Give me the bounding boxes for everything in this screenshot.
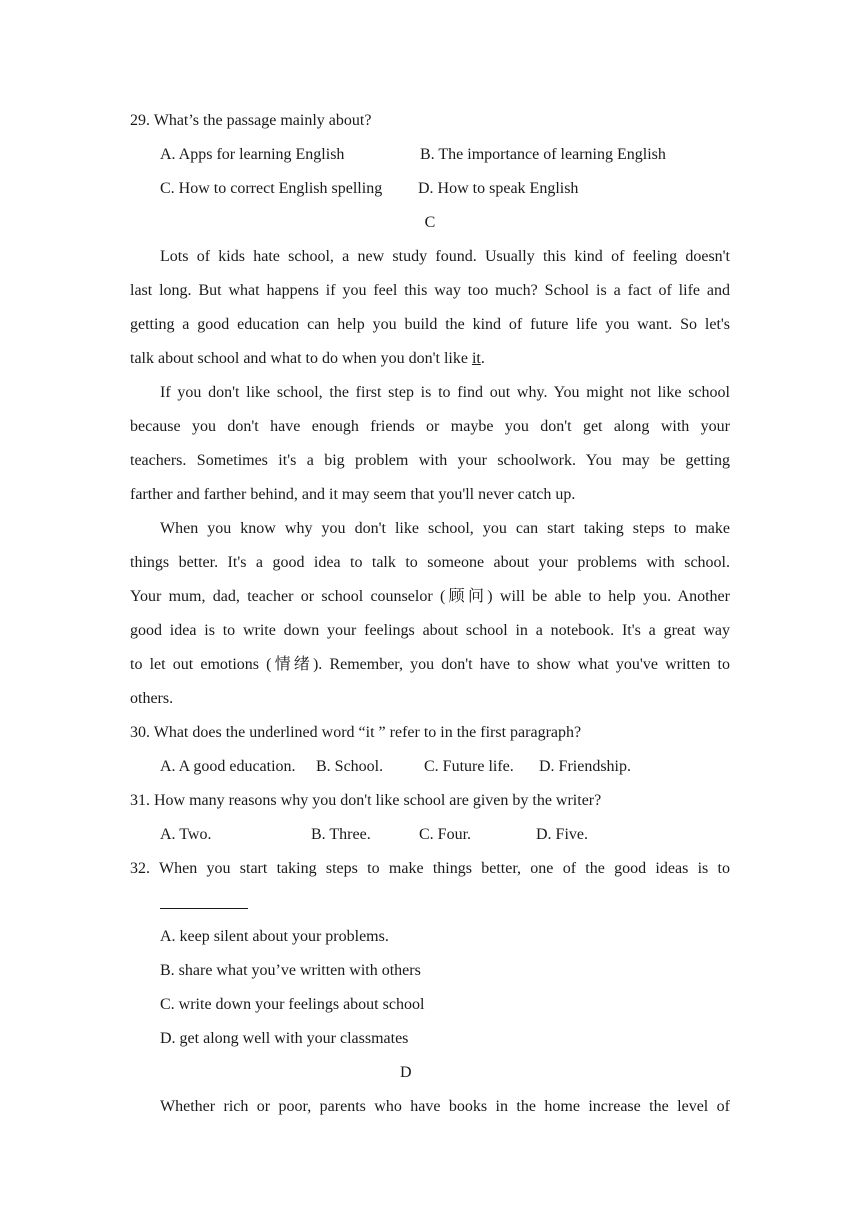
- paragraph-text: .: [480, 350, 485, 367]
- question-29-option-c: C. How to correct English spelling: [160, 180, 383, 197]
- question-30-option-c: C. Future life.: [424, 758, 514, 775]
- question-31-option-b: B. Three.: [311, 826, 371, 843]
- paragraph-line: If you don't like school, the first step is to find out why. You might not like school: [160, 384, 730, 401]
- question-30-options: [130, 750, 730, 784]
- question-29-option-d: D. How to speak English: [418, 180, 579, 197]
- question-30-option-d: D. Friendship.: [539, 758, 631, 775]
- section-c-paragraph-3: [130, 512, 730, 716]
- question-29: 29. What’s the passage mainly about?: [130, 112, 372, 129]
- question-31-option-a: A. Two.: [160, 826, 212, 843]
- paragraph-line: things better. It's a good idea to talk to someone about your problems with school.: [130, 554, 730, 571]
- section-d-heading: D: [400, 1064, 412, 1081]
- paragraph-line: Lots of kids hate school, a new study found. Usually this kind of feeling doesn't: [160, 248, 730, 265]
- paragraph-line: [130, 342, 730, 376]
- paragraph-line: because you don't have enough friends or maybe you don't get along with your: [130, 418, 730, 435]
- section-d-paragraph-line: Whether rich or poor, parents who have books in the home increase the level of: [160, 1098, 730, 1115]
- question-31-option-d: D. Five.: [536, 826, 588, 843]
- paragraph-line: good idea is to write down your feelings about school in a notebook. It's a great way: [130, 622, 730, 639]
- exam-page: [130, 104, 730, 1124]
- question-31: 31. How many reasons why you don't like school are given by the writer?: [130, 792, 602, 809]
- question-32-option-b: B. share what you’ve written with others: [160, 962, 421, 979]
- question-31-options: [130, 818, 730, 852]
- paragraph-line: teachers. Sometimes it's a big problem with your schoolwork. You may be getting: [130, 452, 730, 469]
- paragraph-text: talk about school and what to do when you don't like: [130, 350, 472, 367]
- question-32-option-d: D. get along well with your classmates: [160, 1030, 409, 1047]
- question-30-option-b: B. School.: [316, 758, 384, 775]
- question-32-option-c: C. write down your feelings about school: [160, 996, 425, 1013]
- paragraph-line: When you know why you don't like school, you can start taking steps to make: [160, 520, 730, 537]
- question-29-options-row-1: [130, 138, 730, 172]
- question-30-option-a: A. A good education.: [160, 758, 296, 775]
- paragraph-line: others.: [130, 690, 174, 707]
- question-29-options-row-2: [130, 172, 730, 206]
- section-c-paragraph-1: [130, 240, 730, 376]
- answer-blank: [160, 908, 248, 909]
- section-c-heading: C: [424, 214, 436, 231]
- question-29-option-b: B. The importance of learning English: [420, 146, 666, 163]
- question-29-option-a: A. Apps for learning English: [160, 146, 345, 163]
- section-c-paragraph-2: [130, 376, 730, 512]
- paragraph-line: Your mum, dad, teacher or school counselor (顾问) will be able to help you. Another: [130, 588, 730, 605]
- question-32-option-a: A. keep silent about your problems.: [160, 928, 389, 945]
- paragraph-line: to let out emotions (情绪). Remember, you don't have to show what you've written to: [130, 656, 730, 673]
- paragraph-line: last long. But what happens if you feel this way too much? School is a fact of life and: [130, 282, 730, 299]
- question-31-option-c: C. Four.: [419, 826, 472, 843]
- answer-blank-line: [130, 886, 730, 920]
- question-32: 32. When you start taking steps to make things better, one of the good ideas is to: [130, 860, 730, 877]
- paragraph-line: farther and farther behind, and it may seem that you'll never catch up.: [130, 486, 576, 503]
- paragraph-line: getting a good education can help you build the kind of future life you want. So let's: [130, 316, 730, 333]
- question-30: 30. What does the underlined word “it ” refer to in the first paragraph?: [130, 724, 582, 741]
- underlined-word: it: [471, 350, 481, 367]
